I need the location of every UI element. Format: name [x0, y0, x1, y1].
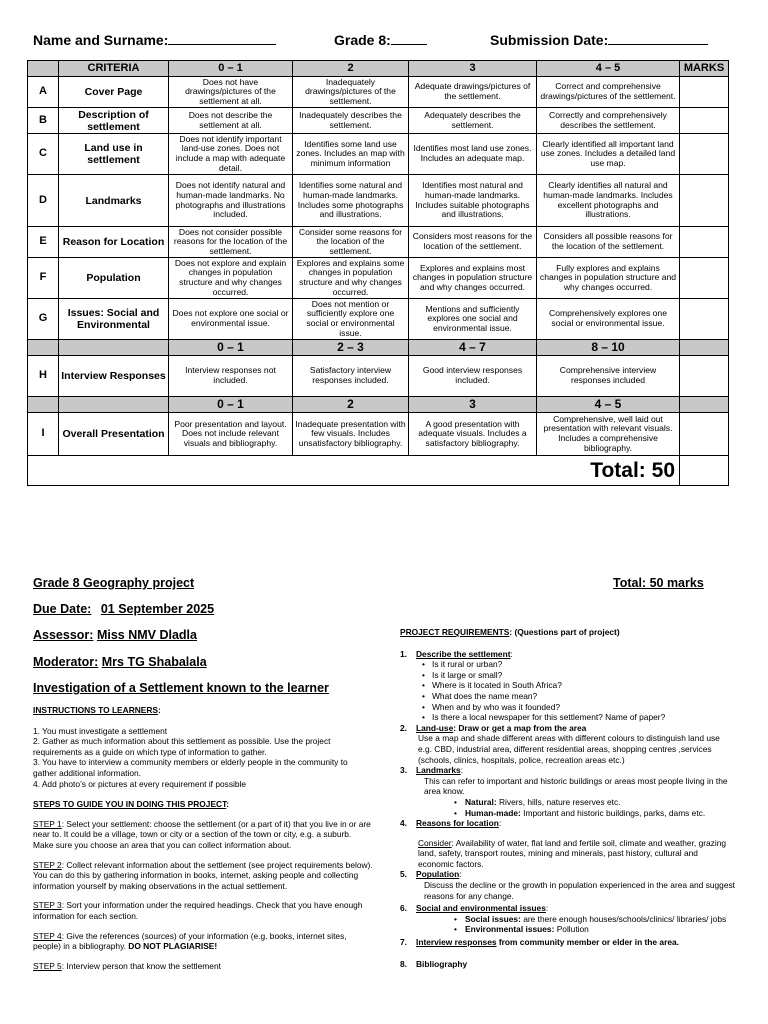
marks-cell[interactable]: [680, 299, 729, 340]
rubric-row: [28, 258, 729, 299]
band-header: 4 – 7: [409, 340, 537, 356]
rubric-cell: Considers all possible reasons for the location of the settlement.: [537, 227, 680, 258]
band-header: 0 – 1: [169, 340, 293, 356]
rubric-row: [28, 299, 729, 340]
instruction-item: 3. You have to interview a community members or elderly people in the community to gather additional information.: [33, 757, 348, 778]
row-letter: G: [28, 299, 59, 340]
step-item: STEP 5: Interview person that know the settlement: [33, 960, 221, 971]
rubric-cell: Comprehensively explores one social or environmental issue.: [537, 299, 680, 340]
rubric-table: [27, 60, 729, 486]
band-header: 4 – 5: [537, 397, 680, 413]
rubric-cell: Does not describe the settlement at all.: [169, 108, 293, 134]
req2-text: Use a map and shade different areas with different colours to distinguish land use e.g. CBD, industrial area, different residential areas, shopping centres ,services (schools, clinics, hospitals, police, recreation areas etc.): [418, 733, 720, 765]
rubric-cell: Does not explore one social or environmental issue.: [169, 299, 293, 340]
rubric-cell: Inadequate presentation with few visuals. Includes unsatisfactory bibliography.: [293, 413, 409, 456]
due-label: Due Date:: [33, 602, 92, 616]
req-land-use: 2. Land-use: Draw or get a map from the area: [400, 722, 587, 733]
rubric-cell: Interview responses not included.: [169, 356, 293, 397]
req-landmarks: 3. Landmarks:: [400, 765, 464, 776]
rubric-cell: Does not identify important land-use zones. Does not include a map with adequate detail.: [169, 134, 293, 175]
name-surname-field[interactable]: [33, 32, 276, 48]
req3-natural: • Natural: Rivers, hills, nature reserves etc.: [400, 797, 735, 808]
instruction-item: 2. Gather as much information about this settlement as possible. Use the project requirements as a guide on which type of information to gather.: [33, 736, 331, 757]
band-empty-cell: [680, 397, 729, 413]
rubric-cell: Identifies most land use zones. Includes an adequate map.: [409, 134, 537, 175]
req1-bullet: • Is there a local newspaper for this settlement? Name of paper?: [400, 712, 735, 723]
marks-header: MARKS: [680, 61, 729, 77]
name-label: Name and Surname:: [33, 32, 169, 48]
req1-bullet: • Is it large or small?: [400, 670, 735, 681]
req-population: 5. Population:: [400, 869, 462, 880]
total-row: [28, 456, 729, 486]
rubric-cell: Poor presentation and layout. Does not include relevant visuals and bibliography.: [169, 413, 293, 456]
project-title: Grade 8 Geography project: [33, 576, 195, 590]
row-letter: D: [28, 175, 59, 227]
rubric-cell: Identifies some natural and human-made landmarks. Includes some photographs and illustrations.: [293, 175, 409, 227]
band-header: 2: [293, 397, 409, 413]
rubric-row: [28, 77, 729, 108]
band-header: 2: [293, 61, 409, 77]
band-header: 2 – 3: [293, 340, 409, 356]
row-letter: C: [28, 134, 59, 175]
row-criteria: Landmarks: [59, 175, 169, 227]
req6-environmental: • Environmental issues: Pollution: [400, 924, 735, 935]
rubric-row: [28, 413, 729, 456]
marks-cell[interactable]: [680, 227, 729, 258]
req1-bullet: • When and by who was it founded?: [400, 702, 735, 713]
req1-bullet: • Where is it located in South Africa?: [400, 680, 735, 691]
rubric-cell: Does not explore and explain changes in population structure and why changes occurred.: [169, 258, 293, 299]
req1-bullet: • What does the name mean?: [400, 691, 735, 702]
req6-social: • Social issues: are there enough houses/schools/clinics/ libraries/ jobs: [400, 914, 735, 925]
row-criteria: Land use in settlement: [59, 134, 169, 175]
grade-field[interactable]: [334, 32, 427, 48]
step-item: STEP 3: Sort your information under the required headings. Check that you have enough information for each section.: [33, 900, 363, 921]
rubric-cell: A good presentation with adequate visuals. Includes a satisfactory bibliography.: [409, 413, 537, 456]
instructions-column: [33, 705, 373, 971]
step-item: STEP 1: Select your settlement: choose the settlement (or a part of it) that you live in or are near to. It could be a village, town or city or a section of the town or city, e.g. a suburb. Make sure you choose an area that you can collect information about.: [33, 818, 371, 850]
req-describe: 1. Describe the settlement:: [400, 648, 513, 659]
rubric-cell: Explores and explains most changes in population structure and why changes occurred.: [409, 258, 537, 299]
row-letter: E: [28, 227, 59, 258]
rubric-row: [28, 108, 729, 134]
due-value: 01 September 2025: [100, 602, 215, 616]
rubric-cell: Comprehensive, well laid out presentation with relevant visuals. Includes a comprehensive bibliography.: [537, 413, 680, 456]
rubric-cell: Correctly and comprehensively describes the settlement.: [537, 108, 680, 134]
instructions-heading: INSTRUCTIONS TO LEARNERS:: [33, 705, 161, 715]
project-total: Total: 50 marks: [613, 576, 704, 590]
band-header: 0 – 1: [169, 397, 293, 413]
submission-blank[interactable]: [608, 32, 708, 45]
band-empty-cell: [59, 340, 169, 356]
band-header-row: [28, 397, 729, 413]
grade-blank[interactable]: [391, 32, 427, 45]
req-reasons-location: 4. Reasons for location:: [400, 818, 502, 829]
requirements-column: [400, 627, 735, 969]
instruction-item: 4. Add photo’s or pictures at every requirement if possible: [33, 778, 247, 789]
rubric-row: [28, 175, 729, 227]
marks-cell[interactable]: [680, 77, 729, 108]
row-letter: I: [28, 413, 59, 456]
row-criteria: Interview Responses: [59, 356, 169, 397]
rubric-cell: Fully explores and explains changes in population structure and why changes occurred.: [537, 258, 680, 299]
req3-text: This can refer to important and historic buildings or areas most people living in the area know.: [424, 775, 728, 797]
rubric-cell: Good interview responses included.: [409, 356, 537, 397]
row-criteria: Cover Page: [59, 77, 169, 108]
band-empty-cell: [680, 340, 729, 356]
rubric-cell: Consider some reasons for the location of the settlement.: [293, 227, 409, 258]
row-letter: A: [28, 77, 59, 108]
req-interview: 7. Interview responses from community member or elder in the area.: [400, 937, 679, 948]
total-marks-cell[interactable]: [680, 456, 729, 486]
rubric-row: [28, 134, 729, 175]
submission-date-field[interactable]: [490, 32, 708, 48]
marks-cell[interactable]: [680, 413, 729, 456]
rubric-total: Total: 50: [28, 456, 680, 486]
rubric-cell: Comprehensive interview responses included: [537, 356, 680, 397]
grade-label: Grade 8:: [334, 32, 391, 48]
instruction-item: 1. You must investigate a settlement: [33, 725, 168, 736]
rubric-cell: Does not have drawings/pictures of the settlement at all.: [169, 77, 293, 108]
rubric-corner-cell: [28, 61, 59, 77]
criteria-header: CRITERIA: [59, 61, 169, 77]
rubric-cell: Does not consider possible reasons for the location of the settlement.: [169, 227, 293, 258]
rubric-header-row: [28, 61, 729, 77]
rubric-row: [28, 227, 729, 258]
band-header: 4 – 5: [537, 61, 680, 77]
rubric-cell: Satisfactory interview responses included.: [293, 356, 409, 397]
band-header: 3: [409, 397, 537, 413]
band-empty-cell: [28, 340, 59, 356]
rubric-cell: Clearly identified all important land use zones. Includes a detailed land use map.: [537, 134, 680, 175]
rubric-cell: Identifies most natural and human-made landmarks. Includes suitable photographs and illustrations.: [409, 175, 537, 227]
rubric-cell: Inadequately describes the settlement.: [293, 108, 409, 134]
row-criteria: Population: [59, 258, 169, 299]
rubric-cell: Considers most reasons for the location of the settlement.: [409, 227, 537, 258]
req5-text: Discuss the decline or the growth in population experienced in the area and suggest reasons for any change.: [424, 880, 736, 901]
row-letter: H: [28, 356, 59, 397]
row-criteria: Reason for Location: [59, 227, 169, 258]
marks-cell[interactable]: [680, 108, 729, 134]
req3-human-made: • Human-made: Important and historic buildings, parks, dams etc.: [400, 808, 735, 819]
band-header: 3: [409, 61, 537, 77]
step-item: STEP 4: Give the references (sources) of your information (e.g. books, internet sites, people) in a bibliography. DO NOT PLAGIARISE!: [33, 930, 347, 952]
rubric-cell: Inadequately drawings/pictures of the settlement.: [293, 77, 409, 108]
rubric-cell: Identifies some land use zones. Includes an map with minimum information: [293, 134, 409, 175]
req1-bullet: • Is it rural or urban?: [400, 659, 735, 670]
investigation-title: Investigation of a Settlement known to the learner: [33, 681, 329, 695]
assessor-value: Miss NMV Dladla: [96, 628, 197, 642]
moderator-label: Moderator:: [33, 655, 99, 669]
steps-heading: STEPS TO GUIDE YOU IN DOING THIS PROJECT:: [33, 799, 230, 810]
moderator-value: Mrs TG Shabalala: [101, 655, 207, 669]
req4-text: Consider: Availability of water, flat land and fertile soil, climate and weather, grazing land, safety, transport routes, mining and minerals, past history, cultural and economic factors.: [418, 837, 727, 869]
step-item: STEP 2: Collect relevant information about the settlement (see project requirements below). You can do this by gathering information in books, internet, asking people and collecting information yourself by making observations in the actual settlement.: [33, 859, 373, 891]
name-blank[interactable]: [168, 32, 276, 45]
marks-cell[interactable]: [680, 134, 729, 175]
band-header-row: [28, 340, 729, 356]
rubric-cell: Adequate drawings/pictures of the settlement.: [409, 77, 537, 108]
submission-label: Submission Date:: [490, 32, 609, 48]
band-header: 8 – 10: [537, 340, 680, 356]
rubric-cell: Correct and comprehensive drawings/pictures of the settlement.: [537, 77, 680, 108]
rubric-cell: Adequately describes the settlement.: [409, 108, 537, 134]
row-letter: B: [28, 108, 59, 134]
rubric-row: [28, 356, 729, 397]
moderator-line: [33, 655, 207, 669]
row-criteria: Overall Presentation: [59, 413, 169, 456]
assessor-line: [33, 628, 197, 642]
requirements-heading: PROJECT REQUIREMENTS: (Questions part of project): [400, 627, 620, 637]
req-bibliography: 8. Bibliography: [400, 958, 468, 969]
row-criteria: Description of settlement: [59, 108, 169, 134]
band-header: 0 – 1: [169, 61, 293, 77]
marks-cell[interactable]: [680, 258, 729, 299]
rubric-cell: Clearly identifies all natural and human-made landmarks. Includes excellent photographs and illustrations.: [537, 175, 680, 227]
rubric-cell: Does not identify natural and human-made landmarks. No photographs and illustrations included.: [169, 175, 293, 227]
due-date-line: [33, 602, 269, 616]
marks-cell[interactable]: [680, 356, 729, 397]
row-letter: F: [28, 258, 59, 299]
assessor-label: Assessor:: [33, 628, 94, 642]
row-criteria: Issues: Social and Environmental: [59, 299, 169, 340]
marks-cell[interactable]: [680, 175, 729, 227]
rubric-cell: Explores and explains some changes in population structure and why changes occurred.: [293, 258, 409, 299]
rubric-cell: Mentions and sufficiently explores one social and environmental issue.: [409, 299, 537, 340]
band-empty-cell: [59, 397, 169, 413]
req-social-environmental: 6. Social and environmental issues:: [400, 903, 549, 914]
band-empty-cell: [28, 397, 59, 413]
rubric-cell: Does not mention or sufficiently explore one social or environmental issue.: [293, 299, 409, 340]
